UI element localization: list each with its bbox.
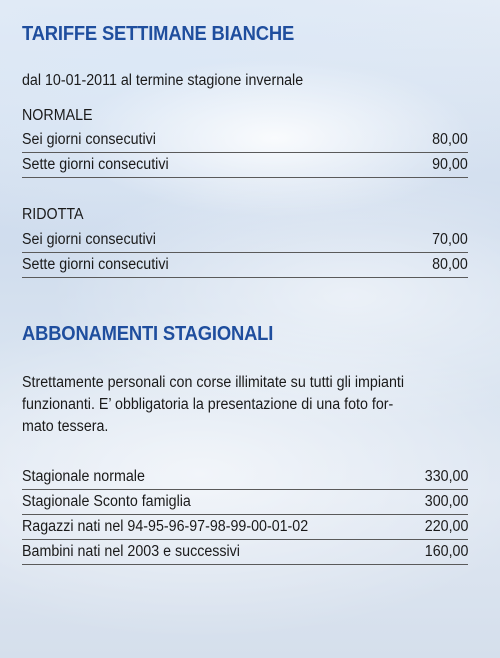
rate-row (22, 228, 468, 253)
pass-price: 330,00 (424, 468, 468, 485)
description-line-text: mato tessera. (22, 418, 109, 435)
rate-price: 70,00 (432, 231, 468, 248)
pass-row (22, 540, 468, 565)
description-line (22, 394, 432, 416)
rate-row (22, 253, 468, 278)
pass-row (22, 515, 468, 540)
pass-label: Stagionale Sconto famiglia (22, 493, 191, 510)
rate-row (22, 128, 468, 153)
rate-price: 90,00 (432, 156, 468, 173)
pass-row (22, 490, 468, 515)
pass-label: Bambini nati nel 2003 e successivi (22, 543, 240, 560)
rate-price: 80,00 (432, 256, 468, 273)
group-label-normale: NORMALE (22, 107, 93, 124)
description-line (22, 372, 468, 394)
pass-price: 220,00 (424, 518, 468, 535)
season-pass-table (22, 465, 468, 565)
rate-price: 80,00 (432, 131, 468, 148)
rate-row (22, 153, 468, 178)
pass-price: 300,00 (424, 493, 468, 510)
validity-period: dal 10-01-2011 al termine stagione invernale (22, 72, 304, 89)
rate-table-normale (22, 128, 468, 178)
rate-table-ridotta (22, 228, 468, 278)
description-line-text: Strettamente personali con corse illimitate su tutti gli impianti (22, 374, 405, 391)
rate-label: Sette giorni consecutivi (22, 156, 169, 173)
pass-row (22, 465, 468, 490)
group-label-ridotta: RIDOTTA (22, 206, 84, 223)
section-title-season-passes: ABBONAMENTI STAGIONALI (22, 323, 274, 345)
section-title-weekly-rates: TARIFFE SETTIMANE BIANCHE (22, 23, 295, 45)
description-line (22, 416, 432, 438)
rate-label: Sei giorni consecutivi (22, 231, 156, 248)
pass-price: 160,00 (424, 543, 468, 560)
pass-label: Ragazzi nati nel 94-95-96-97-98-99-00-01-02 (22, 518, 309, 535)
description-line-text: funzionanti. E’ obbligatoria la presentazione di una foto for- (22, 396, 394, 413)
rate-label: Sei giorni consecutivi (22, 131, 156, 148)
rate-label: Sette giorni consecutivi (22, 256, 169, 273)
pass-label: Stagionale normale (22, 468, 145, 485)
season-pass-description (22, 372, 468, 438)
